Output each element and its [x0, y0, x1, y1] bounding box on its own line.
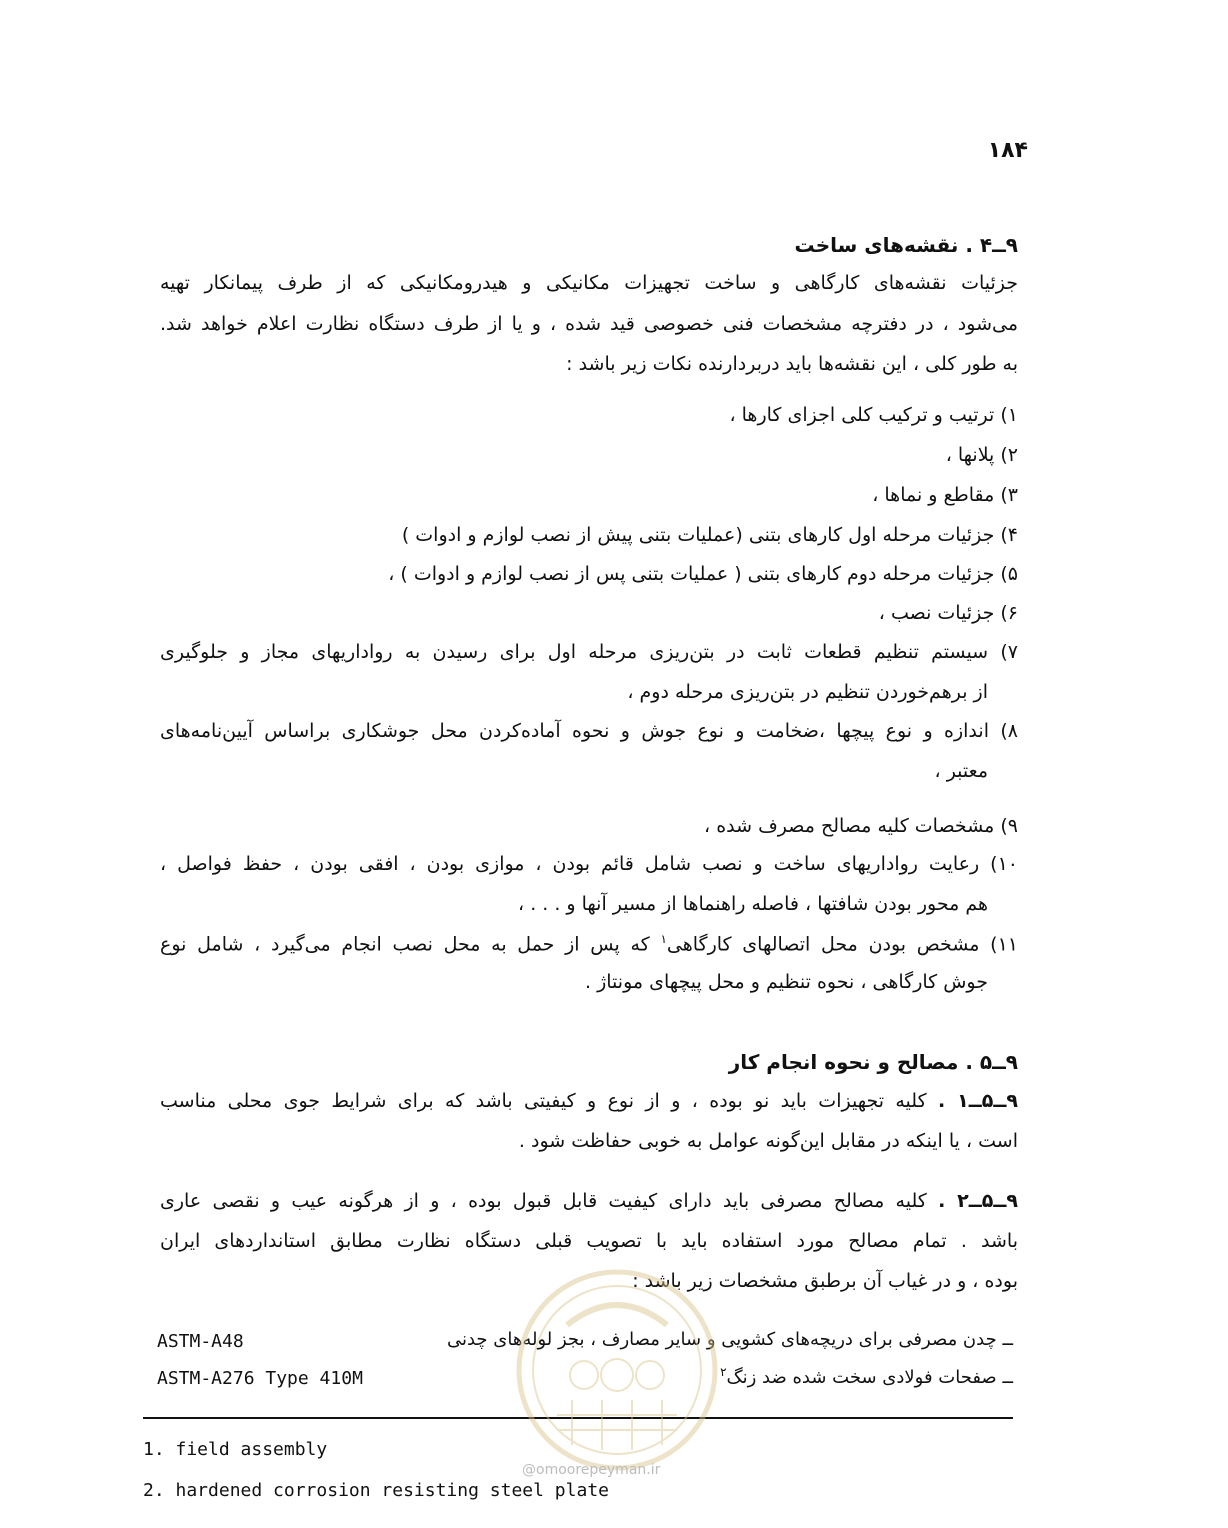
- watermark-seal: [512, 1265, 722, 1475]
- section-title: ۹ــ۵ . مصالح و نحوه انجام کار: [728, 1050, 1018, 1074]
- page-number: ۱۸۴: [987, 138, 1028, 163]
- list-item: ۱۰) رعایت رواداریهای ساخت و نصب شامل قائم بودن ، موازی بودن ، افقی بودن ، حفظ فواصل ،: [160, 853, 1018, 875]
- paragraph-line: جزئیات نقشه‌های کارگاهی و ساخت تجهیزات مکانیکی و هیدرومکانیکی که از طرف پیمانکار تهیه: [160, 272, 1018, 294]
- paragraph-line: بوده ، و در غیاب آن برطبق مشخصات زیر باشد :: [632, 1270, 1018, 1292]
- list-item: ۵) جزئیات مرحله دوم کارهای بتنی ( عملیات بتنی پس از نصب لوازم و ادوات ) ،: [388, 563, 1018, 585]
- clause-text: کلیه تجهیزات باید نو بوده ، و از نوع و کیفیتی باشد که برای شرایط جوی محلی مناسب: [160, 1090, 927, 1112]
- list-item: ۴) جزئیات مرحله اول کارهای بتنی (عملیات بتنی پیش از نصب لوازم و ادوات ): [401, 524, 1018, 546]
- paragraph-line: به طور کلی ، این نقشه‌ها باید دربردارنده نکات زیر باشد :: [566, 353, 1018, 375]
- list-item: [160, 932, 1018, 955]
- list-item: ۳) مقاطع و نماها ،: [872, 484, 1018, 506]
- footnote: 1. field assembly: [143, 1439, 328, 1460]
- footnote-ref: ۲: [720, 1365, 727, 1379]
- spec-description: [720, 1365, 1013, 1388]
- spec-code: ASTM-A276 Type 410M: [157, 1368, 363, 1389]
- list-item-continuation: معتبر ،: [934, 760, 988, 782]
- list-item-text: ۱۱) مشخص بودن محل اتصالهای کارگاهی: [666, 933, 1018, 956]
- list-item: ۷) سیستم تنظیم قطعات ثابت در بتن‌ریزی مرحله اول برای رسیدن به رواداریهای مجاز و جلوگیری: [160, 641, 1018, 663]
- list-item: ۲) پلانها ،: [945, 444, 1018, 466]
- list-item-continuation: هم محور بودن شافتها ، فاصله راهنماها از مسیر آنها و . . . ،: [518, 893, 988, 915]
- spec-description: ــ چدن مصرفی برای دریچه‌های کشویی و سایر مصارف ، بجز لوله‌های چدنی: [446, 1329, 1013, 1350]
- paragraph-line: [160, 1190, 1018, 1212]
- spec-code: ASTM-A48: [157, 1331, 244, 1352]
- clause-number: ۹ــ۵ــ۱ .: [938, 1090, 1018, 1112]
- paragraph-line: [160, 1090, 1018, 1112]
- paragraph-line: می‌شود ، در دفترچه مشخصات فنی خصوصی قید شده ، و یا از طرف دستگاه نظارت اعلام خواهد شد.: [160, 313, 1018, 335]
- footnote-ref: ۱: [660, 932, 667, 946]
- list-item-text: که پس از حمل به محل نصب انجام می‌گیرد ، شامل نوع: [160, 933, 650, 956]
- list-item: ۱) ترتیب و ترکیب کلی اجزای کارها ،: [729, 404, 1018, 426]
- list-item: ۸) اندازه و نوع پیچها ،ضخامت و نوع جوش و نحوه آماده‌کردن محل جوشکاری براساس آیین‌نامه‌های: [160, 720, 1018, 742]
- list-item-continuation: از برهم‌خوردن تنظیم در بتن‌ریزی مرحله دوم ،: [627, 681, 988, 703]
- section-title: ۹ــ۴ . نقشه‌های ساخت: [794, 233, 1018, 257]
- list-item: ۶) جزئیات نصب ،: [878, 602, 1018, 624]
- footnote: 2. hardened corrosion resisting steel plate: [143, 1480, 609, 1501]
- list-item: ۹) مشخصات کلیه مصالح مصرف شده ،: [704, 815, 1018, 837]
- paragraph-line: است ، یا اینکه در مقابل این‌گونه عوامل به خوبی حفاظت شود .: [518, 1130, 1018, 1152]
- paragraph-line: باشد . تمام مصالح مورد استفاده باید با تصویب قبلی دستگاه نظارت مطابق استانداردهای ایران: [160, 1230, 1018, 1252]
- clause-text: کلیه مصالح مصرفی باید دارای کیفیت قابل قبول بوده ، و از هرگونه عیب و نقصی عاری: [160, 1190, 927, 1212]
- watermark-url: @omoorepeyman.ir: [522, 1462, 661, 1478]
- list-item-continuation: جوش کارگاهی ، نحوه تنظیم و محل پیچهای مونتاژ .: [585, 971, 988, 993]
- clause-number: ۹ــ۵ــ۲ .: [938, 1190, 1018, 1212]
- spec-text: ــ صفحات فولادی سخت شده ضد زنگ: [726, 1367, 1013, 1388]
